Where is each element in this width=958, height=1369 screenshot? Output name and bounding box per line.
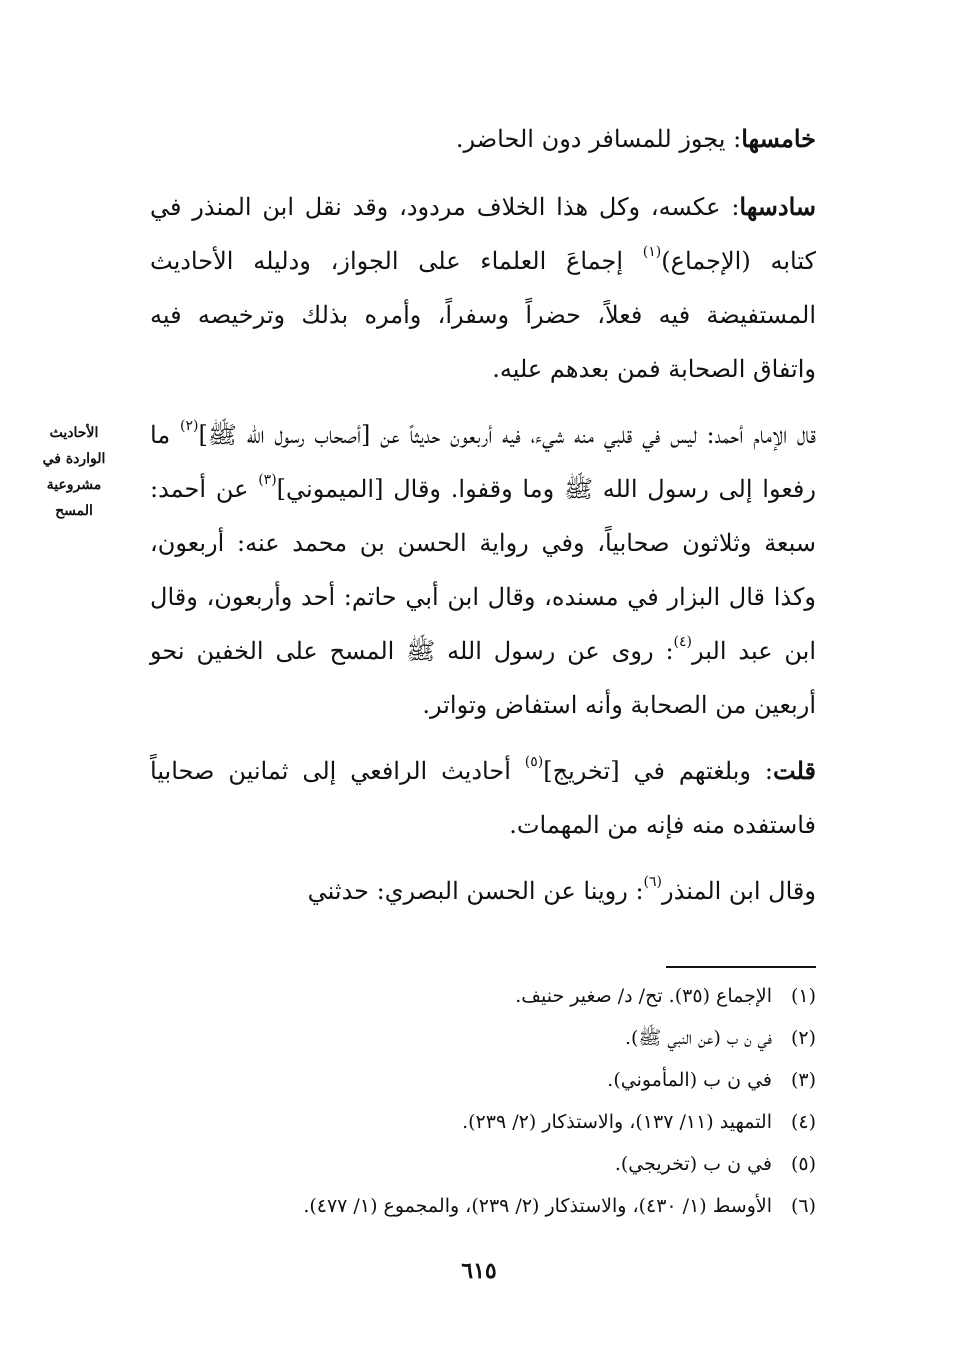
paragraph-2 (150, 180, 816, 396)
footnote-separator (666, 966, 816, 968)
footnote-ref: (٣) (258, 472, 277, 488)
footnote-item (150, 1143, 816, 1185)
footnote-item (150, 1059, 816, 1101)
paragraph-text: وقال ابن المنذر (662, 877, 816, 905)
footnote-text: في ن ب (عن النبي ﷺ). (624, 1027, 772, 1049)
footnote-item (150, 975, 816, 1017)
paragraph-text: قال الإمام أحمد: ليس في قلبي منه شيء، فيه أربعون حديثاً عن [أصحاب رسول الله ﷺ] (198, 421, 817, 449)
footnote-ref: (٥) (524, 754, 544, 770)
main-text (150, 112, 816, 930)
footnote-text: في ن ب (المأموني). (607, 1069, 772, 1091)
footnote-ref: (١) (642, 244, 662, 260)
footnote-text: التمهيد (١١/ ١٣٧)، والاستذكار (٢/ ٢٣٩). (462, 1111, 772, 1133)
paragraph-text: : وبلغتهم في [تخريج] (543, 757, 773, 785)
footnote-text: الأوسط (١/ ٤٣٠)، والاستذكار (٢/ ٢٣٩)، والمجموع (١/ ٤٧٧). (303, 1195, 772, 1217)
footnote-number: (٥) (790, 1153, 816, 1175)
footnote-number: (٢) (790, 1027, 816, 1049)
footnotes (150, 975, 816, 1227)
paragraph-text: : يجوز للمسافر دون الحاضر. (455, 125, 742, 153)
footnote-ref: (٢) (179, 418, 199, 434)
paragraph-text: إجماعَ العلماء على الجواز، ودليله الأحاديث المستفيضة فيه فعلاً، حضراً وسفراً، وأمره بذلك وترخيصه فيه واتفاق الصحابة فمن بعدهم عليه. (150, 247, 816, 383)
footnote-text: في ن ب (تخريجي). (614, 1153, 772, 1175)
paragraph-3 (150, 408, 816, 732)
paragraph-text: عن أحمد: سبعة وثلاثون صحابياً، وفي رواية الحسن بن محمد عنه: أربعون، وكذا قال البزار في مسنده، وقال ابن أبي حاتم: أحد وأربعون، وقال ابن عبد البر (150, 475, 817, 665)
footnote-item (150, 1101, 816, 1143)
footnote-number: (١) (790, 985, 816, 1007)
margin-heading-line: الأحاديث (49, 425, 99, 441)
paragraph-4 (150, 744, 816, 852)
footnote-text: الإجماع (٣٥). تح/ د/ صغير حنيف. (515, 985, 772, 1007)
paragraph-lead: خامسها (741, 124, 816, 153)
footnote-number: (٤) (790, 1111, 816, 1133)
footnote-number: (٦) (790, 1195, 816, 1217)
margin-heading-line: المسح (55, 503, 93, 519)
paragraph-text: : روى عن رسول الله ﷺ المسح على الخفين نحو أربعين من الصحابة وأنه استفاض وتواتر. (150, 637, 816, 719)
margin-heading-line: مشروعية (46, 477, 102, 493)
paragraph-lead: قلت (773, 756, 816, 785)
page-number: ٦١٥ (461, 1258, 497, 1284)
paragraph-text: ما رفعوا إلى رسول الله ﷺ وما وقفوا. وقال [الميموني] (150, 421, 816, 503)
paragraph-text: : روينا عن الحسن البصري: حدثني (307, 877, 644, 905)
footnote-item (150, 1017, 816, 1059)
paragraph-text: : عكسه، وكل هذا الخلاف مردود، وقد نقل ابن المنذر في كتابه (الإجماع) (150, 193, 816, 275)
margin-heading-line: الواردة في (42, 451, 106, 467)
footnote-ref: (٤) (673, 634, 693, 650)
paragraph-5 (150, 864, 816, 918)
footnote-item (150, 1185, 816, 1227)
margin-heading (24, 420, 124, 524)
paragraph-text: أحاديث الرافعي إلى ثمانين صحابياً فاستفده منه فإنه من المهمات. (150, 757, 816, 839)
paragraph-lead: سادسها (739, 192, 816, 221)
footnote-number: (٣) (790, 1069, 816, 1091)
footnote-ref: (٦) (643, 874, 663, 890)
paragraph-1 (150, 112, 816, 166)
